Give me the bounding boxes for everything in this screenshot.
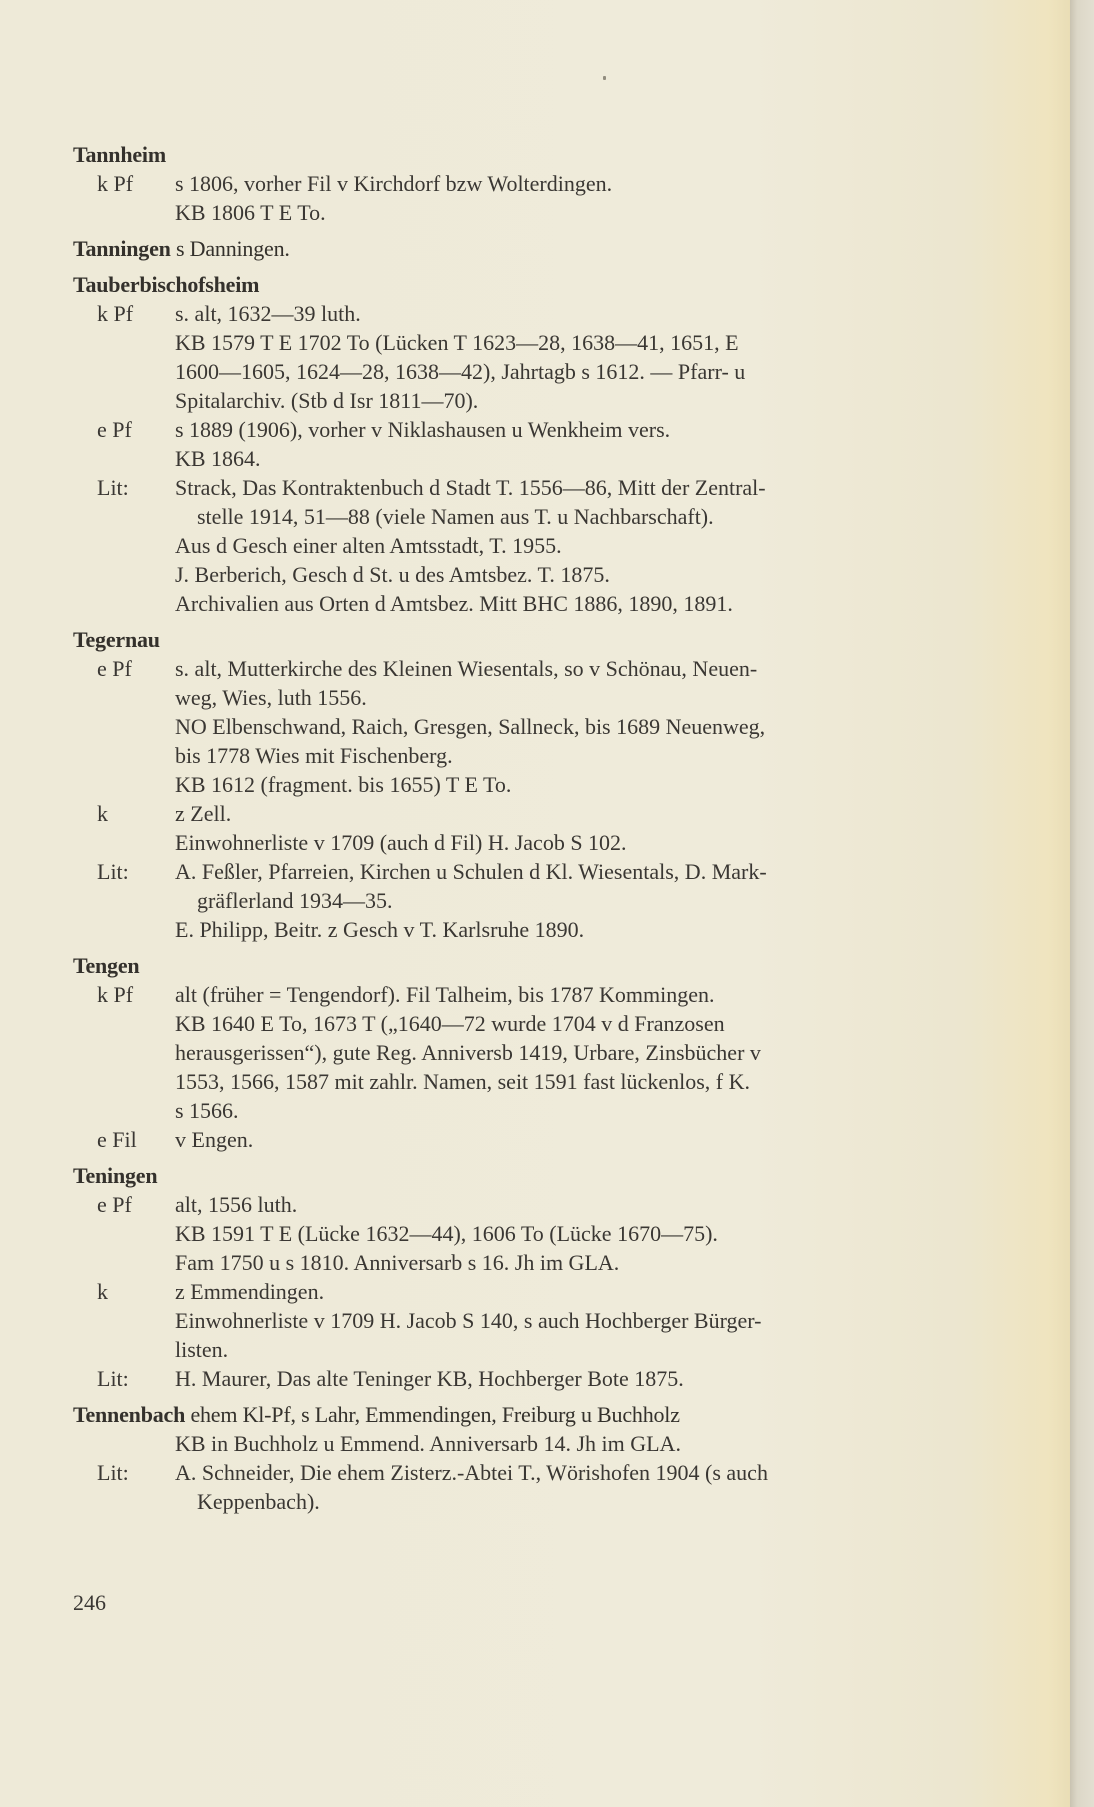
text-line: z Zell.	[175, 801, 232, 826]
text-line: weg, Wies, luth 1556.	[175, 685, 367, 710]
text-line: z Emmendingen.	[175, 1279, 325, 1304]
text-line: herausgerissen“), gute Reg. Anniversb 1419, Urbare, Zinsbücher v	[175, 1040, 761, 1065]
section-text	[175, 1190, 968, 1277]
place-name: Teningen	[73, 1163, 158, 1188]
section-label: e Fil	[97, 1127, 137, 1152]
place-name: Tanningen	[73, 236, 171, 261]
gazetteer-entry	[73, 1161, 968, 1393]
headword-remark: s Danningen.	[170, 236, 290, 261]
place-name: Tannheim	[73, 142, 166, 167]
text-line: s 1889 (1906), vorher v Niklashausen u Wenkheim vers.	[175, 417, 671, 442]
text-line: KB 1579 T E 1702 To (Lücken T 1623—28, 1638—41, 1651, E	[175, 330, 739, 355]
section-label: Lit:	[97, 1460, 129, 1485]
text-line: E. Philipp, Beitr. z Gesch v T. Karlsruhe 1890.	[175, 917, 585, 942]
text-line: s 1806, vorher Fil v Kirchdorf bzw Wolterdingen.	[175, 171, 613, 196]
entry-section	[73, 1125, 968, 1154]
text-line: J. Berberich, Gesch d St. u des Amtsbez. T. 1875.	[175, 562, 610, 587]
text-line: KB 1591 T E (Lücke 1632—44), 1606 To (Lücke 1670—75).	[175, 1221, 718, 1246]
entry-headword-line	[73, 1161, 968, 1190]
entry-section	[73, 415, 968, 473]
text-line: alt, 1556 luth.	[175, 1192, 298, 1217]
text-line: v Engen.	[175, 1127, 254, 1152]
section-text	[175, 1364, 968, 1393]
section-label: e Pf	[97, 656, 132, 681]
text-line: Archivalien aus Orten d Amtsbez. Mitt BHC 1886, 1890, 1891.	[175, 591, 733, 616]
text-line: bis 1778 Wies mit Fischenberg.	[175, 743, 453, 768]
place-name: Tegernau	[73, 627, 160, 652]
book-gutter-edge	[1070, 0, 1094, 1807]
section-label: k	[97, 1279, 108, 1304]
text-line: s. alt, 1632—39 luth.	[175, 301, 361, 326]
gazetteer-content	[73, 140, 968, 1523]
headword-remark: ehem Kl-Pf, s Lahr, Emmendingen, Freiburg u Buchholz	[185, 1402, 680, 1427]
entry-section	[73, 1190, 968, 1277]
text-line: KB 1640 E To, 1673 T („1640—72 wurde 1704 v d Franzosen	[175, 1011, 725, 1036]
text-line: alt (früher = Tengendorf). Fil Talheim, bis 1787 Kommingen.	[175, 982, 715, 1007]
text-line: NO Elbenschwand, Raich, Gresgen, Sallneck, bis 1689 Neuenweg,	[175, 714, 766, 739]
section-label: Lit:	[97, 475, 129, 500]
section-label: k	[97, 801, 108, 826]
entry-headword-line	[73, 270, 968, 299]
text-line: Einwohnerliste v 1709 H. Jacob S 140, s auch Hochberger Bürger-	[175, 1308, 762, 1333]
text-line: KB in Buchholz u Emmend. Anniversarb 14. Jh im GLA.	[175, 1431, 681, 1456]
entry-headword-line	[73, 1400, 968, 1429]
gazetteer-entry	[73, 951, 968, 1154]
entry-section	[73, 1277, 968, 1364]
text-line: stelle 1914, 51—88 (viele Namen aus T. u Nachbarschaft).	[197, 504, 714, 529]
text-line: listen.	[175, 1337, 229, 1362]
entry-section	[73, 980, 968, 1125]
section-text	[175, 1458, 968, 1516]
section-text	[175, 473, 968, 618]
gazetteer-entry	[73, 1400, 968, 1516]
section-text	[175, 980, 968, 1125]
section-text	[175, 1125, 968, 1154]
section-text	[175, 857, 968, 944]
text-line: 1600—1605, 1624—28, 1638—42), Jahrtagb s 1612. — Pfarr- u	[175, 359, 746, 384]
section-label	[73, 1429, 175, 1458]
section-label: k Pf	[97, 982, 134, 1007]
gazetteer-entry	[73, 140, 968, 227]
section-label: Lit:	[97, 859, 129, 884]
place-name: Tauberbischofsheim	[73, 272, 260, 297]
place-name: Tengen	[73, 953, 140, 978]
section-text	[175, 799, 968, 857]
text-line: gräflerland 1934—35.	[197, 888, 393, 913]
entry-section	[73, 857, 968, 944]
text-line: KB 1612 (fragment. bis 1655) T E To.	[175, 772, 512, 797]
section-label: Lit:	[97, 1366, 129, 1391]
text-line: KB 1806 T E To.	[175, 200, 326, 225]
section-label: e Pf	[97, 417, 132, 442]
text-line: A. Schneider, Die ehem Zisterz.-Abtei T., Wörishofen 1904 (s auch	[175, 1460, 768, 1485]
entry-headword-line	[73, 625, 968, 654]
entry-headword-line	[73, 234, 968, 263]
text-line: 1553, 1566, 1587 mit zahlr. Namen, seit 1591 fast lückenlos, f K.	[175, 1069, 750, 1094]
text-line: Keppenbach).	[197, 1489, 320, 1514]
text-line: H. Maurer, Das alte Teninger KB, Hochberger Bote 1875.	[175, 1366, 684, 1391]
entry-section	[73, 473, 968, 618]
print-speck	[603, 76, 606, 80]
text-line: Strack, Das Kontraktenbuch d Stadt T. 1556—86, Mitt der Zentral-	[175, 475, 766, 500]
gazetteer-entry	[73, 625, 968, 944]
text-line: s 1566.	[175, 1098, 239, 1123]
section-label: k Pf	[97, 171, 134, 196]
text-line: A. Feßler, Pfarreien, Kirchen u Schulen d Kl. Wiesentals, D. Mark-	[175, 859, 767, 884]
section-text	[175, 1429, 968, 1458]
place-name: Tennenbach	[73, 1402, 186, 1427]
text-line: Aus d Gesch einer alten Amtsstadt, T. 1955.	[175, 533, 562, 558]
text-line: KB 1864.	[175, 446, 261, 471]
text-line: Fam 1750 u s 1810. Anniversarb s 16. Jh im GLA.	[175, 1250, 620, 1275]
section-text	[175, 1277, 968, 1364]
entry-section	[73, 799, 968, 857]
text-line: s. alt, Mutterkirche des Kleinen Wiesentals, so v Schönau, Neuen-	[175, 656, 758, 681]
entry-section	[73, 1364, 968, 1393]
section-label: e Pf	[97, 1192, 132, 1217]
entry-section	[73, 1458, 968, 1516]
entry-headword-line	[73, 140, 968, 169]
text-line: Einwohnerliste v 1709 (auch d Fil) H. Jacob S 102.	[175, 830, 627, 855]
text-line: Spitalarchiv. (Stb d Isr 1811—70).	[175, 388, 479, 413]
gazetteer-entry	[73, 270, 968, 618]
section-label: k Pf	[97, 301, 134, 326]
entry-section	[73, 299, 968, 415]
section-text	[175, 415, 968, 473]
entry-section	[73, 654, 968, 799]
entry-headword-line	[73, 951, 968, 980]
section-text	[175, 654, 968, 799]
entry-section	[73, 1429, 968, 1458]
entry-section	[73, 169, 968, 227]
section-text	[175, 299, 968, 415]
gazetteer-entry	[73, 234, 968, 263]
page-number: 246	[73, 1590, 106, 1615]
section-text	[175, 169, 968, 227]
